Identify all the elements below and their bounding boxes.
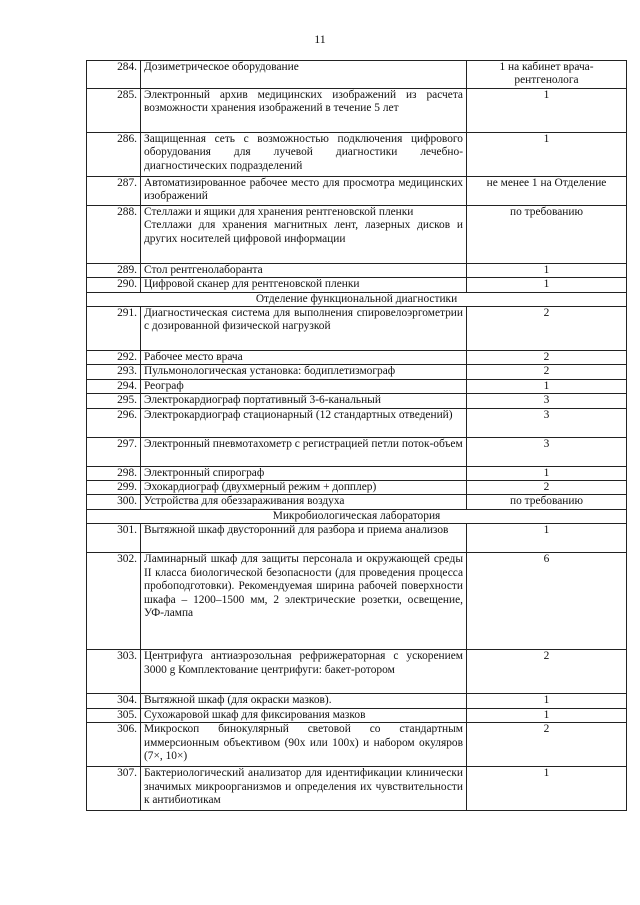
item-number: 286.: [87, 132, 141, 176]
table-row: [87, 650, 627, 694]
table-row: [87, 263, 627, 277]
item-quantity: 1: [467, 767, 627, 811]
table-row: [87, 524, 627, 553]
item-quantity: 2: [467, 307, 627, 351]
item-name: Стеллажи и ящики для хранения рентгеновской пленки Стеллажи для хранения магнитных лент, лазерных дисков и других носителей цифровой информации: [141, 205, 467, 263]
item-number: 304.: [87, 694, 141, 708]
table-row: [87, 307, 627, 351]
table-row: [87, 351, 627, 365]
table-row: [87, 723, 627, 767]
equipment-table: [86, 60, 627, 811]
item-quantity: 2: [467, 481, 627, 495]
item-quantity: 1: [467, 132, 627, 176]
table-row: [87, 379, 627, 393]
item-quantity: 1: [467, 466, 627, 480]
item-name: Вытяжной шкаф (для окраски мазков).: [141, 694, 467, 708]
table-row: [87, 408, 627, 437]
item-name: Ламинарный шкаф для защиты персонала и окружающей среды II класса биологической безопасности (для проведения процесса пробоподготовки). Рекомендуемая ширина рабочей поверхности шкафа – 1200–1500 мм, 2 электрические розетки, освещение, УФ-лампа: [141, 553, 467, 650]
equipment-table-body: [87, 61, 627, 811]
item-quantity: 6: [467, 553, 627, 650]
item-quantity: 1 на кабинет врача-рентгенолога: [467, 61, 627, 89]
item-number: 295.: [87, 394, 141, 408]
item-number: 301.: [87, 524, 141, 553]
item-quantity: 2: [467, 365, 627, 379]
item-name: Сухожаровой шкаф для фиксирования мазков: [141, 708, 467, 722]
item-quantity: 3: [467, 408, 627, 437]
item-name: Дозиметрическое оборудование: [141, 61, 467, 89]
table-row: [87, 466, 627, 480]
item-name: Электронный архив медицинских изображений из расчета возможности хранения изображений в течение 5 лет: [141, 88, 467, 132]
item-number: 299.: [87, 481, 141, 495]
item-name: Цифровой сканер для рентгеновской пленки: [141, 278, 467, 292]
table-row: [87, 278, 627, 292]
item-quantity: 1: [467, 708, 627, 722]
item-name: Электронный пневмотахометр с регистрацией петли поток-объем: [141, 437, 467, 466]
item-number: 290.: [87, 278, 141, 292]
item-quantity: 3: [467, 394, 627, 408]
section-title: Микробиологическая лаборатория: [87, 509, 627, 523]
item-name: Диагностическая система для выполнения спировелоэргометрии с дозированной физической нагрузкой: [141, 307, 467, 351]
item-quantity: 1: [467, 694, 627, 708]
table-row: [87, 481, 627, 495]
item-name: Микроскоп бинокулярный световой со стандартным иммерсионным объективом (90х или 100х) и набором окуляров (7×, 10×): [141, 723, 467, 767]
table-row: [87, 132, 627, 176]
item-quantity: 1: [467, 524, 627, 553]
page-number: 11: [314, 32, 326, 46]
item-quantity: 3: [467, 437, 627, 466]
item-name: Пульмонологическая установка: бодиплетизмограф: [141, 365, 467, 379]
table-row: [87, 495, 627, 509]
item-name: Защищенная сеть с возможностью подключения цифрового оборудования для лучевой диагностики лечебно-диагностических подразделений: [141, 132, 467, 176]
section-header-row: [87, 292, 627, 306]
table-row: [87, 767, 627, 811]
item-number: 294.: [87, 379, 141, 393]
table-row: [87, 205, 627, 263]
item-number: 298.: [87, 466, 141, 480]
item-number: 303.: [87, 650, 141, 694]
section-title: Отделение функциональной диагностики: [87, 292, 627, 306]
table-row: [87, 176, 627, 205]
table-row: [87, 708, 627, 722]
item-quantity: 1: [467, 263, 627, 277]
table-row: [87, 365, 627, 379]
table-row: [87, 88, 627, 132]
item-quantity: 2: [467, 650, 627, 694]
item-name: Рабочее место врача: [141, 351, 467, 365]
item-name: Вытяжной шкаф двусторонний для разбора и приема анализов: [141, 524, 467, 553]
item-quantity: 1: [467, 278, 627, 292]
item-number: 293.: [87, 365, 141, 379]
item-quantity: 2: [467, 723, 627, 767]
item-number: 291.: [87, 307, 141, 351]
table-row: [87, 61, 627, 89]
item-name: Реограф: [141, 379, 467, 393]
item-name: Эхокардиограф (двухмерный режим + допплер): [141, 481, 467, 495]
item-number: 287.: [87, 176, 141, 205]
item-name: Стол рентгенолаборанта: [141, 263, 467, 277]
table-row: [87, 437, 627, 466]
item-number: 302.: [87, 553, 141, 650]
item-number: 306.: [87, 723, 141, 767]
item-name: Электрокардиограф стационарный (12 стандартных отведений): [141, 408, 467, 437]
item-number: 307.: [87, 767, 141, 811]
item-name: Электрокардиограф портативный 3-6-канальный: [141, 394, 467, 408]
item-quantity: 2: [467, 351, 627, 365]
item-number: 305.: [87, 708, 141, 722]
table-row: [87, 553, 627, 650]
item-quantity: 1: [467, 88, 627, 132]
item-name: Электронный спирограф: [141, 466, 467, 480]
item-quantity: не менее 1 на Отделение: [467, 176, 627, 205]
item-name: Бактериологический анализатор для идентификации клинически значимых микроорганизмов и определения их чувствительности к антибиотикам: [141, 767, 467, 811]
item-quantity: по требованию: [467, 205, 627, 263]
item-name: Автоматизированное рабочее место для просмотра медицинских изображений: [141, 176, 467, 205]
section-header-row: [87, 509, 627, 523]
item-number: 292.: [87, 351, 141, 365]
item-number: 285.: [87, 88, 141, 132]
table-row: [87, 394, 627, 408]
item-name: Устройства для обеззараживания воздуха: [141, 495, 467, 509]
item-number: 296.: [87, 408, 141, 437]
item-number: 289.: [87, 263, 141, 277]
item-number: 288.: [87, 205, 141, 263]
item-name: Центрифуга антиаэрозольная рефрижераторная с ускорением 3000 g Комплектование центрифуги: бакет-ротором: [141, 650, 467, 694]
item-number: 284.: [87, 61, 141, 89]
item-number: 300.: [87, 495, 141, 509]
item-quantity: 1: [467, 379, 627, 393]
table-row: [87, 694, 627, 708]
item-quantity: по требованию: [467, 495, 627, 509]
item-number: 297.: [87, 437, 141, 466]
